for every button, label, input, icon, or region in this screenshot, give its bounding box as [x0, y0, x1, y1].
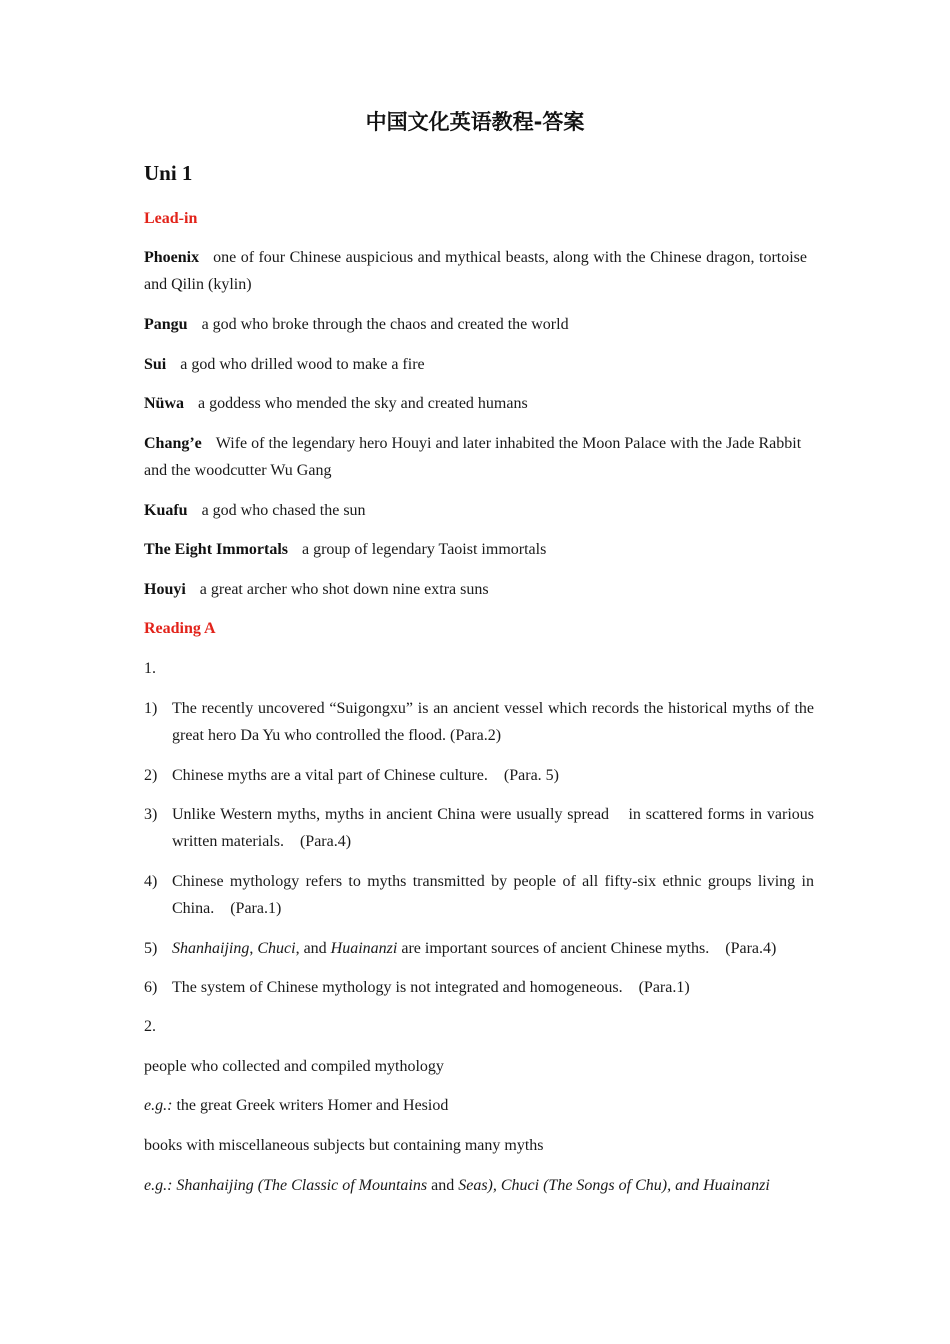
list-item-index: 5) — [144, 940, 158, 957]
book-title-huainanzi: Huainanzi — [330, 940, 398, 957]
separator-text: , — [249, 940, 258, 957]
document-title: 中国文化英语教程-答案 — [365, 110, 585, 134]
list-item-text: Chinese mythology refers to myths transmitted by people of all fifty-six ethnic groups living in China. (Para.1) — [172, 873, 818, 917]
list-item-index: 1) — [144, 700, 158, 717]
lead-in-entry-change — [144, 430, 807, 484]
exercise-2-example-1 — [144, 1092, 448, 1119]
list-item — [144, 935, 814, 962]
unit-heading: Uni 1 — [144, 161, 193, 185]
list-item-index: 4) — [144, 873, 158, 890]
entry-term: Nüwa — [144, 395, 185, 412]
book-title-shanhaijing: Shanhaijing — [172, 940, 250, 957]
example-text: the great Greek writers Homer and Hesiod — [172, 1097, 449, 1114]
lead-in-entry-phoenix — [144, 244, 807, 298]
entry-definition: a god who chased the sun — [201, 502, 366, 519]
example-label: e.g.: — [144, 1097, 173, 1114]
lead-in-entry-houyi — [144, 576, 807, 603]
example-italic-text: Seas), Chuci (The Songs of Chu), and Huainanzi — [458, 1177, 770, 1194]
book-title-chuci: Chuci — [257, 940, 296, 957]
entry-term: Kuafu — [144, 502, 188, 519]
list-item-text: The system of Chinese mythology is not integrated and homogeneous. (Para.1) — [172, 979, 690, 996]
entry-definition: a god who drilled wood to make a fire — [180, 356, 425, 373]
entry-definition: a god who broke through the chaos and created the world — [201, 316, 569, 333]
example-plain-text: and — [427, 1177, 459, 1194]
list-item-rest-text: are important sources of ancient Chinese myths. (Para.4) — [397, 940, 777, 957]
separator-text: , and — [295, 940, 331, 957]
list-item-index: 3) — [144, 806, 158, 823]
entry-term: Sui — [144, 356, 167, 373]
lead-in-entry-sui — [144, 351, 807, 378]
exercise-2-example-2 — [144, 1172, 770, 1199]
entry-term: The Eight Immortals — [144, 541, 288, 558]
entry-definition: a great archer who shot down nine extra suns — [199, 581, 489, 598]
exercise-2-line-2: books with miscellaneous subjects but containing many myths — [144, 1137, 544, 1154]
entry-definition: a goddess who mended the sky and created humans — [198, 395, 528, 412]
list-item-index: 6) — [144, 979, 158, 996]
lead-in-heading: Lead-in — [144, 210, 198, 227]
list-item-text: Chinese myths are a vital part of Chinese culture. (Para. 5) — [172, 767, 559, 784]
list-item-text: The recently uncovered “Suigongxu” is an ancient vessel which records the historical myths of the great hero Da Yu who controlled the flood. (Para.2) — [172, 700, 814, 744]
list-item — [144, 762, 814, 789]
entry-definition: one of four Chinese auspicious and mythical beasts, along with the Chinese dragon, tortoise and Qilin (kylin) — [144, 249, 807, 293]
exercise-2-line-1: people who collected and compiled mythology — [144, 1058, 444, 1075]
exercise-2-label: 2. — [144, 1018, 156, 1035]
lead-in-entry-kuafu — [144, 497, 807, 524]
list-item — [144, 695, 814, 749]
reading-a-heading: Reading A — [144, 620, 216, 637]
lead-in-entry-pangu — [144, 311, 807, 338]
entry-definition: Wife of the legendary hero Houyi and later inhabited the Moon Palace with the Jade Rabbit and the woodcutter Wu Gang — [144, 435, 802, 479]
entry-term: Phoenix — [144, 249, 200, 266]
entry-term: Houyi — [144, 581, 186, 598]
example-italic-text: e.g.: Shanhaijing (The Classic of Mountains — [144, 1177, 428, 1194]
list-item-text: Unlike Western myths, myths in ancient China were usually spread in scattered forms in various written materials. (Para.4) — [172, 806, 818, 850]
lead-in-entry-eight-immortals — [144, 536, 807, 563]
list-item — [144, 801, 818, 855]
exercise-1-label: 1. — [144, 660, 156, 677]
entry-term: Pangu — [144, 316, 188, 333]
entry-definition: a group of legendary Taoist immortals — [302, 541, 547, 558]
list-item-text — [172, 935, 814, 962]
entry-term: Chang’e — [144, 435, 202, 452]
lead-in-entry-nuwa — [144, 390, 807, 417]
list-item — [144, 868, 818, 922]
list-item-index: 2) — [144, 767, 158, 784]
list-item — [144, 974, 814, 1001]
